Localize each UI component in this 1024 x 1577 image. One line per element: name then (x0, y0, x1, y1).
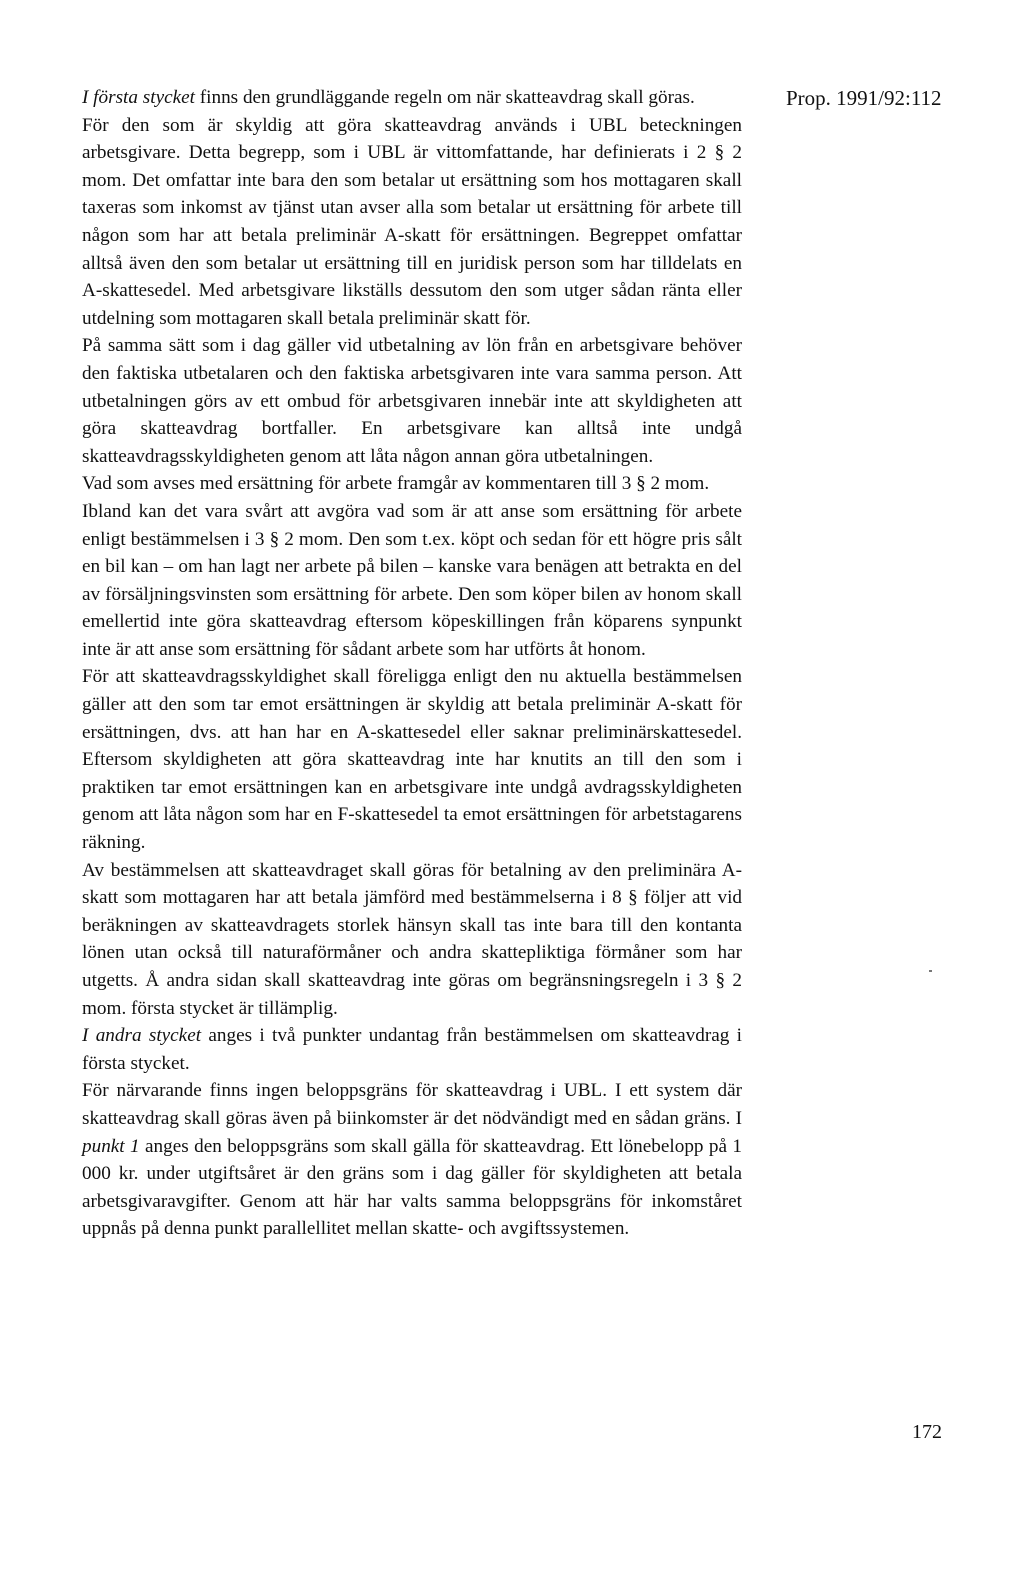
paragraph-9 (82, 1077, 742, 1243)
body-text (82, 84, 742, 1243)
paragraph-1 (82, 84, 742, 112)
paragraph-8-text: anges i två punkter undantag från bestämmelsen om skatteavdrag i första stycket. (82, 1025, 742, 1074)
paragraph-6 (82, 663, 742, 856)
paragraph-9-tail: anges den beloppsgräns som skall gälla för skatteavdrag. Ett lönebelopp på 1 000 kr. under utgiftsåret är den gräns som i dag gäller för skyldigheten att betala arbetsgivaravgifter. Genom att här har valts samma beloppsgräns för inkomståret uppnås på denna punkt parallellitet mellan skatte- och avgiftssystemen. (82, 1135, 742, 1240)
page-number: 172 (912, 1421, 942, 1443)
paragraph-9-mid: punkt 1 (82, 1135, 140, 1157)
paragraph-8-lead: I andra stycket (82, 1025, 202, 1047)
paragraph-6-text: För att skatteavdragsskyldighet skall föreligga enligt den nu aktuella bestämmelsen gäller att den som tar emot ersättningen är skyldig att betala preliminär A-skatt för ersättningen, dvs. att han har en A-skattesedel eller saknar preliminärskattesedel. Eftersom skyldigheten att göra skatteavdrag inte har knutits an till den som i praktiken tar emot ersättningen kan en arbetsgivare inte undgå avdragsskyldigheten genom att låta någon som har en F-skattesedel ta emot ersättningen för arbetstagarens räkning. (82, 666, 742, 854)
paragraph-1-text: finns den grundläggande regeln om när skatteavdrag skall göras. (194, 87, 695, 108)
prop-reference: Prop. 1991/92:112 (786, 86, 942, 110)
paragraph-3-text: På samma sätt som i dag gäller vid utbetalning av lön från en arbetsgivare behöver den faktiska utbetalaren och den faktiska arbetsgivaren inte vara samma person. Att utbetalningen görs av ett ombud för arbetsgivaren innebär inte att skyldigheten att göra skatteavdrag bortfaller. En arbetsgivare kan alltså inte undgå skatteavdragsskyldigheten genom att låta någon annan göra utbetalningen. (82, 335, 742, 467)
paragraph-3 (82, 332, 742, 470)
scan-mark (929, 970, 932, 972)
paragraph-1-lead: I första stycket (82, 87, 195, 108)
paragraph-7-text: Av bestämmelsen att skatteavdraget skall göras för betalning av den preliminära A-skatt som mottagaren har att betala jämförd med bestämmelserna i 8 § följer att vid beräkningen av skatteavdragets storlek hänsyn skall tas inte bara till den kontanta lönen utan också till naturaförmåner och andra skattepliktiga förmåner som har utgetts. Å andra sidan skall skatteavdrag inte göras om begränsningsregeln i 3 § 2 mom. första stycket är tillämplig. (82, 859, 742, 1019)
paragraph-4-text: Vad som avses med ersättning för arbete framgår av kommentaren till 3 § 2 mom. (82, 473, 710, 495)
paragraph-9-text: För närvarande finns ingen beloppsgräns för skatteavdrag i UBL. I ett system där skatteavdrag skall göras även på biinkomster är det nödvändigt med en sådan gräns. I (82, 1080, 742, 1129)
paragraph-2 (82, 112, 742, 333)
paragraph-5-text: Ibland kan det vara svårt att avgöra vad som är att anse som ersättning för arbete enligt bestämmelsen i 3 § 2 mom. Den som t.ex. köpt och sedan för ett högre pris sålt en bil kan – om han lagt ner arbete på bilen – kanske vara benägen att betrakta en del av försäljningsvinsten som ersättning för arbete. Den som köper bilen av honom skall emellertid inte göra skatteavdrag eftersom köpeskillingen från köparens synpunkt inte är att anse som ersättning för sådant arbete som har utförts åt honom. (82, 500, 742, 660)
paragraph-5 (82, 498, 742, 664)
paragraph-4 (82, 470, 742, 498)
paragraph-7 (82, 857, 742, 1023)
paragraph-8 (82, 1022, 742, 1077)
paragraph-2-text: För den som är skyldig att göra skatteavdrag används i UBL beteckningen arbetsgivare. Detta begrepp, som i UBL är vittomfattande, har definierats i 2 § 2 mom. Det omfattar inte bara den som betalar ut ersättning som hos mottagaren skall taxeras som inkomst av tjänst utan avser alla som betalar ut ersättning för arbete till någon som har att betala preliminär A-skatt för ersättningen. Begreppet omfattar alltså även den som betalar ut ersättning till en juridisk person som har tilldelats en A-skattesedel. Med arbetsgivare likställs dessutom den som utger sådan ränta eller utdelning som mottagaren skall betala preliminär skatt för. (82, 114, 742, 329)
